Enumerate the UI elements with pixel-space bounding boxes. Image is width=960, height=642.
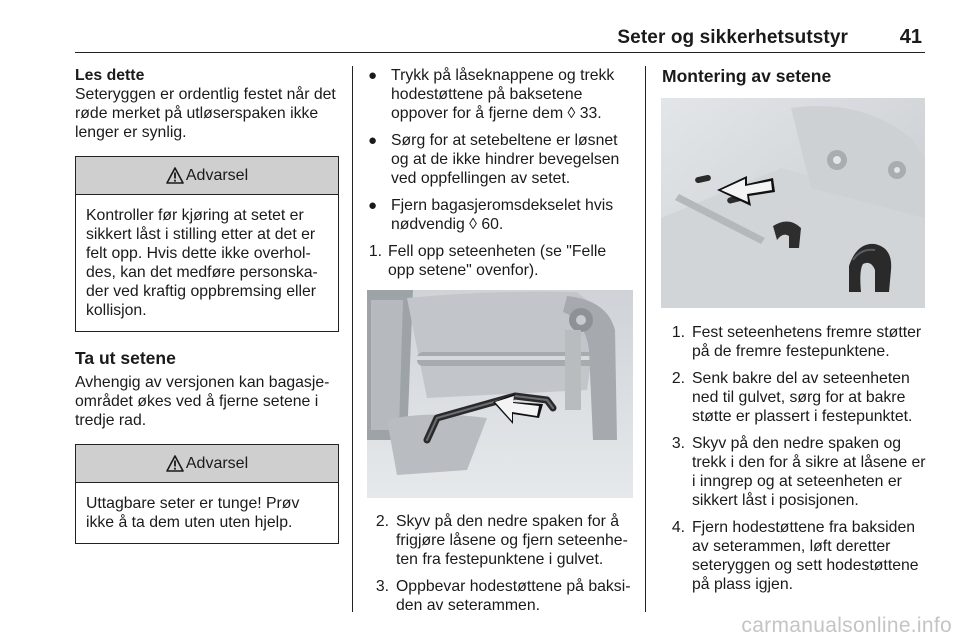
list-item xyxy=(662,434,926,510)
seat-anchor-photo xyxy=(661,98,925,308)
list-item xyxy=(366,577,634,615)
bullet-icon: ● xyxy=(368,197,378,214)
page-header-title: Seter og sikkerhetsutstyr xyxy=(617,27,848,48)
warning-header xyxy=(76,157,338,195)
list-item xyxy=(366,131,634,188)
bullet-icon: ● xyxy=(368,132,378,149)
section-text: Avhengig av versjonen kan bagasjeområdet økes ved å fjerne setene i tredje rad. xyxy=(75,374,330,429)
list-item xyxy=(662,518,926,594)
note-title: Les dette xyxy=(75,67,145,84)
page-number: 41 xyxy=(899,26,922,48)
list-item xyxy=(366,242,634,280)
step-number: 4. xyxy=(671,519,685,536)
left-column xyxy=(75,66,339,544)
warning-text: Uttagbare seter er tunge! Prøv ikke å ta dem uten uten hjelp. xyxy=(86,495,300,531)
header-rule xyxy=(75,52,925,53)
section-title-remove-seats: Ta ut setene xyxy=(75,348,176,368)
step-number: 1. xyxy=(368,243,382,260)
warning-box xyxy=(75,444,339,544)
step-number: 2. xyxy=(671,370,685,387)
middle-column xyxy=(366,66,634,623)
step-number: 3. xyxy=(671,435,685,452)
step-text: Fest seteenhetens fremre støtter på de fremre festepunktene. xyxy=(692,324,922,360)
list-item xyxy=(366,196,634,234)
note-text: Seteryggen er ordentlig festet når det røde merket på utløserspaken ikke lenger er synlig. xyxy=(75,86,336,141)
warning-header xyxy=(76,445,338,483)
bullet-text: Fjern bagasjeromsdekselet hvis nødvendig ◊ 60. xyxy=(391,197,614,233)
section-title-install-seats: Montering av setene xyxy=(662,66,832,86)
warning-triangle-icon xyxy=(166,167,184,184)
warning-text: Kontroller før kjøring at setet er sikkert låst i stilling etter at det er felt opp. Hvis dette ikke overholdes, kan det medføre personskader ved kraftig oppbremsing eller kollisjon. xyxy=(86,207,318,319)
warning-triangle-icon xyxy=(166,455,184,472)
right-column xyxy=(662,66,926,602)
list-item xyxy=(366,66,634,123)
warning-title: Advarsel xyxy=(185,166,249,184)
step-text: Skyv på den nedre spaken og trekk i den for å sikre at låsene er i inngrep og at seteenheten er sikkert låst i posisjonen. xyxy=(692,435,926,509)
watermark-text: carmanualsonline.info xyxy=(741,614,952,637)
list-item xyxy=(662,369,926,426)
warning-title: Advarsel xyxy=(185,454,249,472)
step-text: Fjern hodestøttene fra baksiden av seterammen, løft deretter seteryggen og sett hodestøttene på plass igjen. xyxy=(692,519,919,593)
step-text: Fell opp seteenheten (se "Felle opp setene" ovenfor). xyxy=(388,243,607,279)
step-number: 1. xyxy=(671,324,685,341)
warning-box xyxy=(75,156,339,332)
bullet-icon: ● xyxy=(368,67,378,84)
step-number: 3. xyxy=(375,578,389,595)
step-text: Skyv på den nedre spaken for å frigjøre låsene og fjern seteenheten fra festepunktene i gulvet. xyxy=(396,513,628,568)
step-number: 2. xyxy=(375,513,389,530)
list-item xyxy=(662,323,926,361)
step-text: Oppbevar hodestøttene på baksiden av seterammen. xyxy=(396,578,631,614)
column-divider-right xyxy=(645,66,646,612)
list-item xyxy=(366,512,634,569)
bullet-text: Trykk på låseknappene og trekk hodestøttene på baksetene oppover for å fjerne dem ◊ 33. xyxy=(391,67,615,122)
seat-lever-photo xyxy=(367,290,633,498)
step-text: Senk bakre del av seteenheten ned til gulvet, sørg for at bakre støtte er plassert i festepunktet. xyxy=(692,370,913,425)
column-divider-left xyxy=(352,66,353,612)
bullet-text: Sørg for at setebeltene er løsnet og at de ikke hindrer bevegelsen ved oppfellingen av setet. xyxy=(391,132,620,187)
